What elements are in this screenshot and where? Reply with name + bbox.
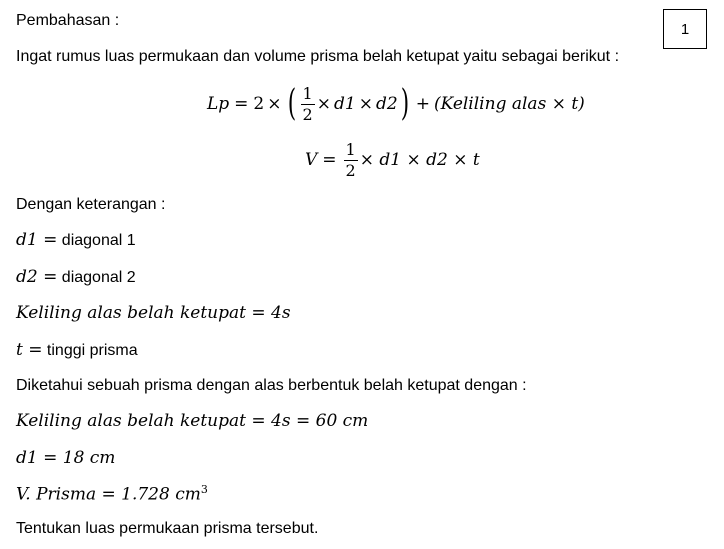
definition-text: diagonal 1	[57, 232, 136, 249]
fraction-denominator: 2	[345, 160, 356, 180]
definition-math: d2 =	[16, 267, 58, 287]
definition-keliling	[16, 303, 291, 323]
given-math: Keliling alas belah ketupat = 4s = 60 cm	[16, 411, 369, 431]
given-label: Diketahui sebuah prisma dengan alas berbentuk belah ketupat dengan :	[16, 377, 527, 394]
volume-rest: × d1 × d2 × t	[359, 150, 480, 170]
intro-text: Ingat rumus luas permukaan dan volume prisma belah ketupat yaitu sebagai berikut :	[16, 48, 620, 65]
heading: Pembahasan :	[16, 12, 120, 29]
page-number: 1	[680, 20, 690, 38]
given-volume	[16, 483, 208, 504]
v-symbol: V	[305, 150, 318, 170]
fraction-half	[344, 139, 358, 180]
right-paren: )	[400, 83, 409, 124]
fraction-numerator: 1	[345, 139, 356, 159]
definition-math: d1 =	[16, 230, 58, 250]
d1-symbol: d1	[333, 94, 356, 114]
equals-sign: =	[234, 94, 249, 114]
definition-d1	[16, 230, 136, 250]
definition-text: tinggi prisma	[42, 342, 138, 359]
keterangan-label: Dengan keterangan :	[16, 196, 166, 213]
keliling-term: (Keliling alas × t)	[433, 94, 585, 114]
d2-symbol: d2	[375, 94, 398, 114]
definition-d2	[16, 267, 136, 287]
lp-symbol: Lp	[207, 94, 230, 114]
fraction-denominator: 2	[302, 104, 313, 124]
fraction-half	[301, 83, 315, 124]
definition-math: Keliling alas belah ketupat = 4s	[16, 303, 291, 323]
formula-volume	[305, 138, 480, 182]
plus-sign: +	[415, 94, 430, 114]
definition-t	[16, 340, 138, 360]
exponent: 3	[200, 483, 208, 496]
given-d1	[16, 448, 115, 468]
given-keliling	[16, 411, 368, 431]
times-sign: ×	[358, 94, 373, 114]
coefficient-two: 2	[253, 94, 265, 114]
given-math: V. Prisma = 1.728 cm	[16, 484, 201, 505]
definition-text: diagonal 2	[57, 269, 136, 286]
fraction-numerator: 1	[302, 83, 313, 103]
question-text: Tentukan luas permukaan prisma tersebut.	[16, 520, 319, 537]
times-sign: ×	[267, 94, 282, 114]
page-number-box	[663, 9, 707, 49]
equals-sign: =	[322, 150, 337, 170]
formula-lp	[207, 82, 585, 126]
left-paren: (	[287, 83, 296, 124]
given-math: d1 = 18 cm	[16, 448, 116, 468]
times-sign: ×	[316, 94, 331, 114]
definition-math: t =	[16, 340, 43, 360]
